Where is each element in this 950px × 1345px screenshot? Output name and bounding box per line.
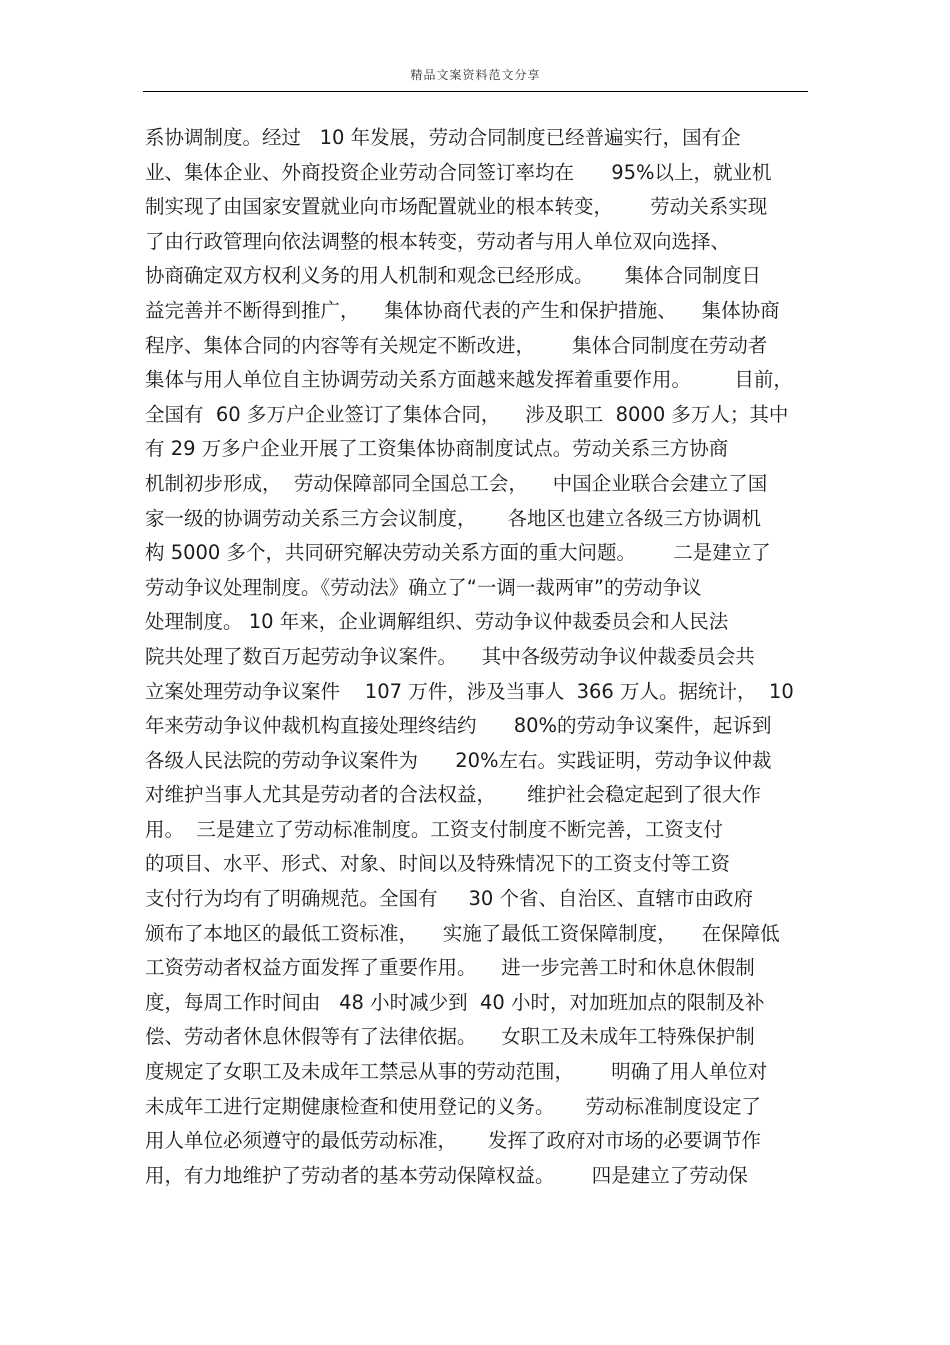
text-line: 各级人民法院的劳动争议案件为 20%左右。实践证明，劳动争议仲裁 — [145, 748, 772, 772]
text-line: 了由行政管理向依法调整的根本转变，劳动者与用人单位双向选择、 — [145, 229, 731, 253]
text-line: 偿、劳动者休息休假等有了法律依据。 女职工及未成年工特殊保护制 — [145, 1025, 755, 1049]
text-line: 家一级的协调劳动关系三方会议制度， 各地区也建立各级三方协调机 — [145, 506, 761, 530]
text-line: 工资劳动者权益方面发挥了重要作用。 进一步完善工时和休息休假制 — [145, 956, 755, 980]
text-line: 用，有力地维护了劳动者的基本劳动保障权益。 四是建立了劳动保 — [145, 1163, 748, 1187]
text-line: 程序、集体合同的内容等有关规定不断改进， 集体合同制度在劳动者 — [145, 333, 768, 357]
text-line: 有 29 万多户企业开展了工资集体协商制度试点。劳动关系三方协商 — [145, 437, 729, 461]
page-header: 精品文案资料范文分享 — [410, 68, 541, 82]
text-line: 对维护当事人尤其是劳动者的合法权益， 维护社会稳定起到了很大作 — [145, 783, 761, 807]
text-line: 制实现了由国家安置就业向市场配置就业的根本转变， 劳动关系实现 — [145, 195, 768, 219]
text-line: 系协调制度。经过 10 年发展，劳动合同制度已经普遍实行，国有企 — [145, 126, 741, 149]
text-line: 用。 三是建立了劳动标准制度。工资支付制度不断完善，工资支付 — [145, 817, 723, 841]
text-line: 颁布了本地区的最低工资标准， 实施了最低工资保障制度， 在保障低 — [145, 921, 780, 945]
text-line: 益完善并不断得到推广， 集体协商代表的产生和保护措施、 集体协商 — [145, 298, 780, 322]
text-line: 构 5000 多个，共同研究解决劳动关系方面的重大问题。 二是建立了 — [145, 541, 771, 565]
text-line: 度，每周工作时间由 48 小时减少到 40 小时，对加班加点的限制及补 — [145, 990, 765, 1014]
text-line: 机制初步形成， 劳动保障部同全国总工会， 中国企业联合会建立了国 — [145, 471, 768, 495]
text-line: 处理制度。 10 年来，企业调解组织、劳动争议仲裁委员会和人民法 — [145, 610, 729, 634]
text-line: 集体与用人单位自主协调劳动关系方面越来越发挥着重要作用。 目前， — [145, 368, 793, 392]
text-line: 院共处理了数百万起劳动争议案件。 其中各级劳动争议仲裁委员会共 — [145, 644, 755, 668]
text-line: 度规定了女职工及未成年工禁忌从事的劳动范围， 明确了用人单位对 — [145, 1060, 768, 1084]
text-line: 未成年工进行定期健康检查和使用登记的义务。 劳动标准制度设定了 — [145, 1094, 761, 1118]
text-line: 支付行为均有了明确规范。全国有 30 个省、自治区、直辖市由政府 — [145, 887, 754, 911]
text-line: 的项目、水平、形式、对象、时间以及特殊情况下的工资支付等工资 — [145, 852, 731, 876]
text-line: 立案处理劳动争议案件 107 万件，涉及当事人 366 万人。据统计， 10 — [145, 679, 794, 703]
header-divider — [143, 91, 808, 92]
text-line: 全国有 60 多万户企业签订了集体合同， 涉及职工 8000 多万人；其中 — [145, 402, 789, 426]
text-line: 年来劳动争议仲裁机构直接处理终结约 80%的劳动争议案件，起诉到 — [145, 714, 772, 738]
text-line: 协商确定双方权利义务的用人机制和观念已经形成。 集体合同制度日 — [145, 264, 761, 288]
text-line: 用人单位必须遵守的最低劳动标准， 发挥了政府对市场的必要调节作 — [145, 1129, 761, 1153]
text-line: 业、集体企业、外商投资企业劳动合同签订率均在 95%以上，就业机 — [145, 160, 772, 184]
body-text — [145, 121, 815, 1193]
text-line: 劳动争议处理制度。《劳动法》确立了“一调一裁两审”的劳动争议 — [145, 575, 702, 599]
